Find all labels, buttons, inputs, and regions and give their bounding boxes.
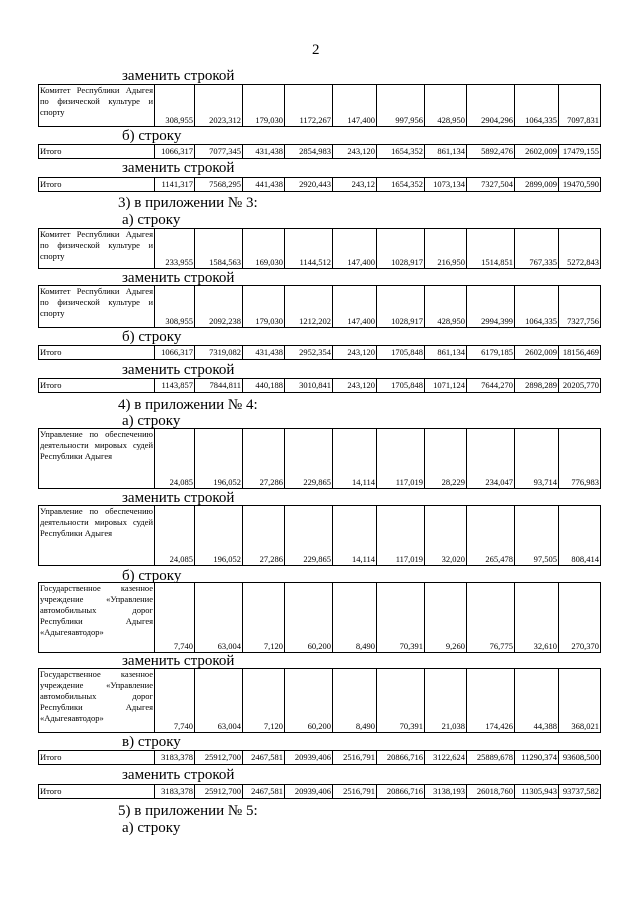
value-cell: 174,426 — [467, 669, 515, 733]
value-cell: 7097,831 — [559, 85, 601, 127]
row-name-cell: Итого — [39, 346, 155, 360]
value-cell: 2994,399 — [467, 286, 515, 328]
row-name-cell: Итого — [39, 751, 155, 765]
row-name-cell: Комитет Республики Адыгея по физической культуре и спорту — [39, 286, 155, 328]
heading-row-b: б) строку — [122, 128, 182, 144]
value-cell: 1654,352 — [377, 178, 425, 192]
value-cell: 2920,443 — [285, 178, 333, 192]
value-cell: 147,400 — [333, 85, 377, 127]
value-cell: 3138,193 — [425, 785, 467, 799]
table-row — [39, 379, 601, 393]
table-row — [39, 286, 601, 328]
value-cell: 440,188 — [243, 379, 285, 393]
value-cell: 8,490 — [333, 583, 377, 653]
value-cell: 233,955 — [155, 229, 195, 269]
data-table — [38, 144, 601, 159]
value-cell: 7,120 — [243, 583, 285, 653]
value-cell: 93737,582 — [559, 785, 601, 799]
heading-appendix-4: 4) в приложении № 4: — [118, 397, 258, 413]
value-cell: 308,955 — [155, 286, 195, 328]
value-cell: 368,021 — [559, 669, 601, 733]
value-cell: 7644,270 — [467, 379, 515, 393]
value-cell: 27,286 — [243, 506, 285, 566]
value-cell: 117,019 — [377, 429, 425, 489]
value-cell: 2899,009 — [515, 178, 559, 192]
value-cell: 767,335 — [515, 229, 559, 269]
heading-row-b: б) строку — [122, 329, 182, 345]
data-table — [38, 668, 601, 733]
value-cell: 20939,406 — [285, 785, 333, 799]
value-cell: 196,052 — [195, 506, 243, 566]
table-row — [39, 669, 601, 733]
value-cell: 2467,581 — [243, 751, 285, 765]
value-cell: 76,775 — [467, 583, 515, 653]
row-name-cell: Государственное казенное учреждение «Управление автомобильных дорог Республики Адыгея «Адыгеяавтодор» — [39, 669, 155, 733]
data-table — [38, 582, 601, 653]
value-cell: 7319,082 — [195, 346, 243, 360]
value-cell: 7327,504 — [467, 178, 515, 192]
value-cell: 17479,155 — [559, 145, 601, 159]
value-cell: 7327,756 — [559, 286, 601, 328]
value-cell: 997,956 — [377, 85, 425, 127]
heading-row-a: а) строку — [122, 212, 181, 228]
table-row — [39, 178, 601, 192]
data-table — [38, 378, 601, 393]
value-cell: 234,047 — [467, 429, 515, 489]
value-cell: 44,388 — [515, 669, 559, 733]
value-cell: 3183,378 — [155, 751, 195, 765]
data-table — [38, 285, 601, 328]
data-table — [38, 177, 601, 192]
value-cell: 1172,267 — [285, 85, 333, 127]
value-cell: 1143,857 — [155, 379, 195, 393]
row-name-cell: Управление по обеспечению деятельности мировых судей Республики Адыгея — [39, 506, 155, 566]
value-cell: 229,865 — [285, 506, 333, 566]
value-cell: 243,120 — [333, 346, 377, 360]
value-cell: 1066,317 — [155, 346, 195, 360]
value-cell: 11290,374 — [515, 751, 559, 765]
table-row — [39, 85, 601, 127]
value-cell: 1705,848 — [377, 379, 425, 393]
table-row — [39, 583, 601, 653]
heading-replace: заменить строкой — [122, 490, 235, 506]
value-cell: 2467,581 — [243, 785, 285, 799]
value-cell: 3183,378 — [155, 785, 195, 799]
value-cell: 270,370 — [559, 583, 601, 653]
data-table — [38, 228, 601, 269]
value-cell: 60,200 — [285, 669, 333, 733]
value-cell: 97,505 — [515, 506, 559, 566]
heading-row-a: а) строку — [122, 413, 181, 429]
value-cell: 1514,851 — [467, 229, 515, 269]
heading-replace: заменить строкой — [122, 767, 235, 783]
value-cell: 1705,848 — [377, 346, 425, 360]
value-cell: 1064,335 — [515, 85, 559, 127]
value-cell: 11305,943 — [515, 785, 559, 799]
value-cell: 20866,716 — [377, 785, 425, 799]
value-cell: 2602,009 — [515, 346, 559, 360]
value-cell: 308,955 — [155, 85, 195, 127]
value-cell: 1144,512 — [285, 229, 333, 269]
value-cell: 3010,841 — [285, 379, 333, 393]
value-cell: 1064,335 — [515, 286, 559, 328]
value-cell: 93608,500 — [559, 751, 601, 765]
value-cell: 243,120 — [333, 379, 377, 393]
value-cell: 63,004 — [195, 669, 243, 733]
value-cell: 18156,469 — [559, 346, 601, 360]
value-cell: 28,229 — [425, 429, 467, 489]
data-table — [38, 784, 601, 799]
value-cell: 70,391 — [377, 583, 425, 653]
row-name-cell: Государственное казенное учреждение «Управление автомобильных дорог Республики Адыгея «Адыгеяавтодор» — [39, 583, 155, 653]
value-cell: 21,038 — [425, 669, 467, 733]
data-table — [38, 750, 601, 765]
value-cell: 2023,312 — [195, 85, 243, 127]
value-cell: 2602,009 — [515, 145, 559, 159]
value-cell: 27,286 — [243, 429, 285, 489]
value-cell: 2516,791 — [333, 785, 377, 799]
row-name-cell: Управление по обеспечению деятельности мировых судей Республики Адыгея — [39, 429, 155, 489]
heading-appendix-5: 5) в приложении № 5: — [118, 803, 258, 819]
row-name-cell: Комитет Республики Адыгея по физической культуре и спорту — [39, 229, 155, 269]
value-cell: 2516,791 — [333, 751, 377, 765]
data-table — [38, 505, 601, 566]
value-cell: 1212,202 — [285, 286, 333, 328]
data-table — [38, 345, 601, 360]
value-cell: 5892,476 — [467, 145, 515, 159]
value-cell: 2904,296 — [467, 85, 515, 127]
value-cell: 5272,843 — [559, 229, 601, 269]
heading-replace: заменить строкой — [122, 68, 235, 84]
row-name-cell: Итого — [39, 178, 155, 192]
heading-replace: заменить строкой — [122, 362, 235, 378]
value-cell: 179,030 — [243, 85, 285, 127]
table-row — [39, 346, 601, 360]
value-cell: 32,020 — [425, 506, 467, 566]
value-cell: 2854,983 — [285, 145, 333, 159]
value-cell: 60,200 — [285, 583, 333, 653]
value-cell: 19470,590 — [559, 178, 601, 192]
value-cell: 7077,345 — [195, 145, 243, 159]
value-cell: 63,004 — [195, 583, 243, 653]
value-cell: 24,085 — [155, 429, 195, 489]
value-cell: 25912,700 — [195, 751, 243, 765]
heading-row-c: в) строку — [122, 734, 181, 750]
row-name-cell: Итого — [39, 145, 155, 159]
value-cell: 1028,917 — [377, 286, 425, 328]
value-cell: 1066,317 — [155, 145, 195, 159]
table-row — [39, 751, 601, 765]
heading-replace: заменить строкой — [122, 653, 235, 669]
value-cell: 7,740 — [155, 669, 195, 733]
value-cell: 7844,811 — [195, 379, 243, 393]
value-cell: 179,030 — [243, 286, 285, 328]
heading-replace: заменить строкой — [122, 160, 235, 176]
row-name-cell: Итого — [39, 379, 155, 393]
value-cell: 1071,124 — [425, 379, 467, 393]
value-cell: 169,030 — [243, 229, 285, 269]
value-cell: 1584,563 — [195, 229, 243, 269]
value-cell: 1654,352 — [377, 145, 425, 159]
heading-row-a: а) строку — [122, 820, 181, 836]
value-cell: 229,865 — [285, 429, 333, 489]
value-cell: 147,400 — [333, 286, 377, 328]
value-cell: 2952,354 — [285, 346, 333, 360]
value-cell: 147,400 — [333, 229, 377, 269]
value-cell: 24,085 — [155, 506, 195, 566]
value-cell: 441,438 — [243, 178, 285, 192]
value-cell: 20866,716 — [377, 751, 425, 765]
value-cell: 196,052 — [195, 429, 243, 489]
value-cell: 243,120 — [333, 145, 377, 159]
table-row — [39, 429, 601, 489]
value-cell: 428,950 — [425, 85, 467, 127]
table-row — [39, 145, 601, 159]
data-table — [38, 428, 601, 489]
value-cell: 265,478 — [467, 506, 515, 566]
data-table — [38, 84, 601, 127]
value-cell: 1073,134 — [425, 178, 467, 192]
heading-appendix-3: 3) в приложении № 3: — [118, 195, 258, 211]
value-cell: 216,950 — [425, 229, 467, 269]
value-cell: 32,610 — [515, 583, 559, 653]
value-cell: 428,950 — [425, 286, 467, 328]
value-cell: 9,260 — [425, 583, 467, 653]
value-cell: 776,983 — [559, 429, 601, 489]
value-cell: 7568,295 — [195, 178, 243, 192]
value-cell: 70,391 — [377, 669, 425, 733]
value-cell: 25912,700 — [195, 785, 243, 799]
heading-replace: заменить строкой — [122, 270, 235, 286]
value-cell: 117,019 — [377, 506, 425, 566]
value-cell: 2092,238 — [195, 286, 243, 328]
value-cell: 243,12 — [333, 178, 377, 192]
value-cell: 1028,917 — [377, 229, 425, 269]
value-cell: 14,114 — [333, 506, 377, 566]
value-cell: 8,490 — [333, 669, 377, 733]
value-cell: 808,414 — [559, 506, 601, 566]
value-cell: 2898,289 — [515, 379, 559, 393]
value-cell: 3122,624 — [425, 751, 467, 765]
value-cell: 25889,678 — [467, 751, 515, 765]
value-cell: 20205,770 — [559, 379, 601, 393]
value-cell: 1141,317 — [155, 178, 195, 192]
heading-row-b: б) строку — [122, 568, 182, 584]
value-cell: 7,740 — [155, 583, 195, 653]
page-number: 2 — [312, 42, 320, 58]
row-name-cell: Итого — [39, 785, 155, 799]
value-cell: 6179,185 — [467, 346, 515, 360]
table-row — [39, 785, 601, 799]
table-row — [39, 506, 601, 566]
row-name-cell: Комитет Республики Адыгея по физической культуре и спорту — [39, 85, 155, 127]
value-cell: 861,134 — [425, 346, 467, 360]
value-cell: 861,134 — [425, 145, 467, 159]
value-cell: 431,438 — [243, 145, 285, 159]
table-row — [39, 229, 601, 269]
value-cell: 431,438 — [243, 346, 285, 360]
value-cell: 26018,760 — [467, 785, 515, 799]
value-cell: 7,120 — [243, 669, 285, 733]
value-cell: 20939,406 — [285, 751, 333, 765]
value-cell: 14,114 — [333, 429, 377, 489]
value-cell: 93,714 — [515, 429, 559, 489]
